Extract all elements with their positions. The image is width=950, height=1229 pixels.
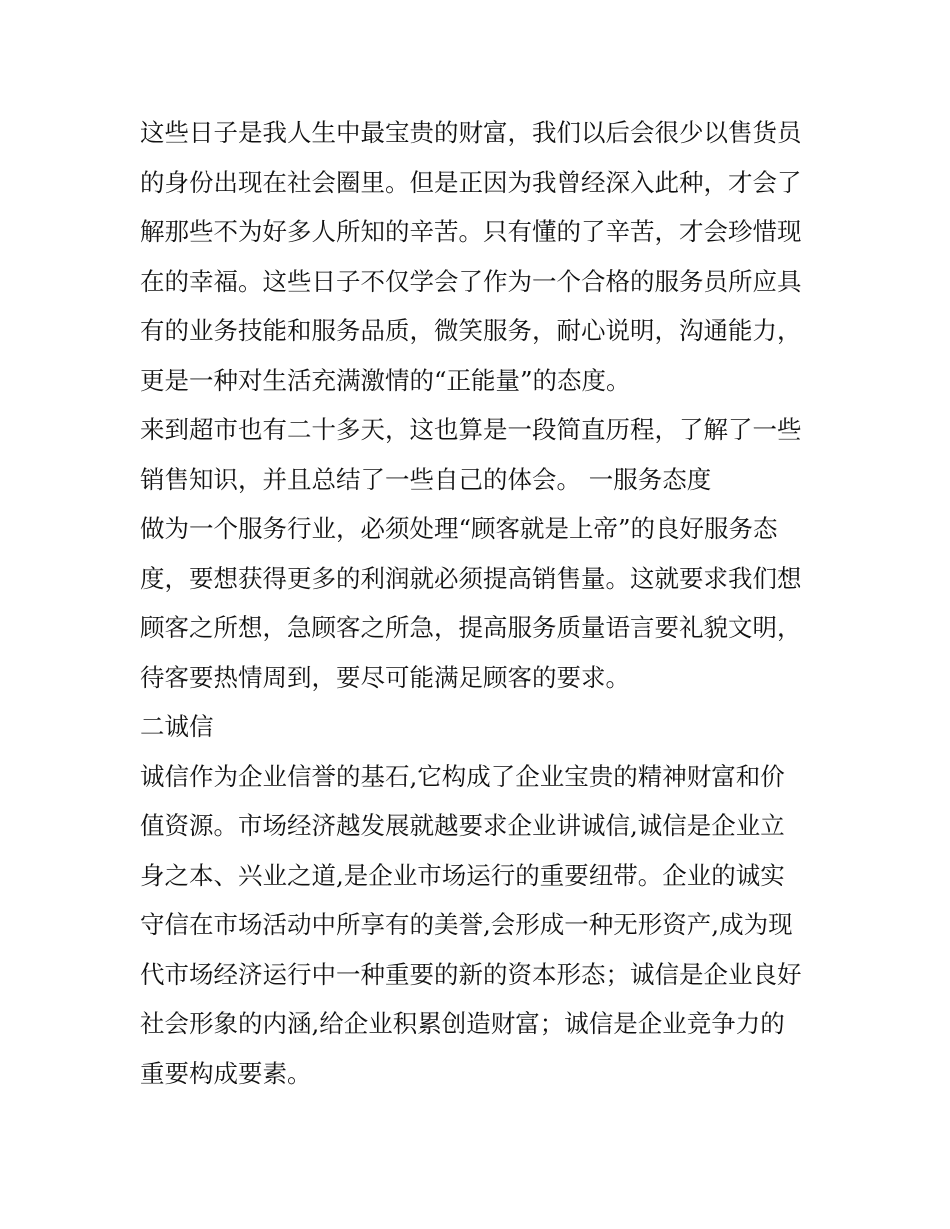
text-line-2: 的身份出现在社会圈里。但是正因为我曾经深入此种，才会了 (140, 167, 802, 197)
text-line-5: 有的业务技能和服务品质，微笑服务，耐心说明，沟通能力， (140, 316, 802, 345)
text-line-16: 身之本、兴业之道,是企业市场运行的重要纽带。企业的诚实 (140, 860, 785, 890)
text-line-15: 值资源。市场经济越发展就越要求企业讲诚信,诚信是企业立 (140, 811, 785, 840)
text-line-17: 守信在市场活动中所享有的美誉,会形成一种无形资产,成为现 (140, 910, 793, 939)
text-line-8: 销售知识，并且总结了一些自己的体会。 一服务态度 (140, 464, 712, 494)
text-line-11: 顾客之所想，急顾客之所急，提高服务质量语言要礼貌文明， (140, 613, 802, 642)
text-line-4: 在的幸福。这些日子不仅学会了作为一个合格的服务员所应具 (140, 266, 802, 296)
text-line-3: 解那些不为好多人所知的辛苦。只有懂的了辛苦，才会珍惜现 (140, 217, 802, 246)
section-heading-integrity: 二诚信 (140, 712, 214, 741)
text-line-9: 做为一个服务行业，必须处理“顾客就是上帝”的良好服务态 (140, 514, 778, 543)
text-line-7: 来到超市也有二十多天，这也算是一段简直历程，了解了一些 (140, 415, 802, 444)
document-body (140, 108, 820, 1098)
text-line-18: 代市场经济运行中一种重要的新的资本形态；诚信是企业良好 (140, 959, 802, 989)
text-line-12: 待客要热情周到，要尽可能满足顾客的要求。 (140, 662, 630, 692)
text-line-6: 更是一种对生活充满激情的“正能量”的态度。 (140, 365, 631, 395)
text-line-19: 社会形象的内涵,给企业积累创造财富；诚信是企业竞争力的 (140, 1009, 785, 1038)
text-line-1: 这些日子是我人生中最宝贵的财富，我们以后会很少以售货员 (140, 118, 802, 147)
text-line-10: 度，要想获得更多的利润就必须提高销售量。这就要求我们想 (140, 563, 802, 593)
text-line-20: 重要构成要素。 (140, 1058, 312, 1088)
text-line-14: 诚信作为企业信誉的基石,它构成了企业宝贵的精神财富和价 (140, 761, 785, 791)
